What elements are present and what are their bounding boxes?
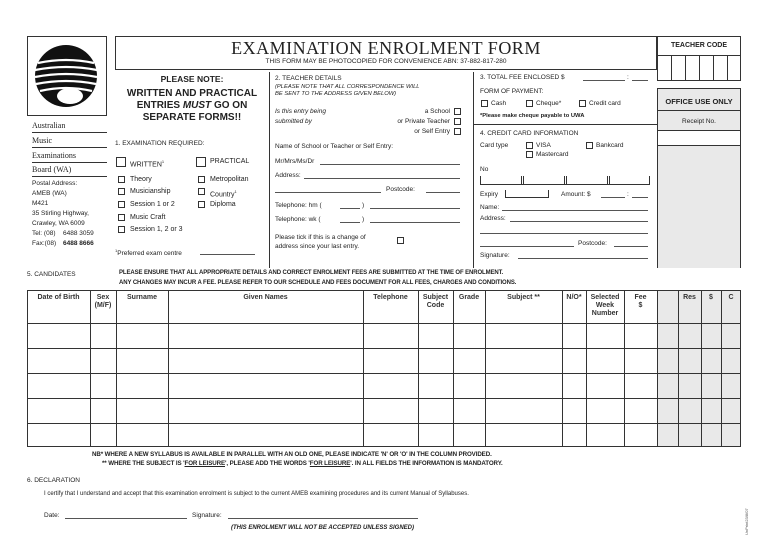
- table-cell[interactable]: [364, 424, 418, 447]
- col-grade: Grade: [458, 294, 480, 301]
- signature-label: Signature:: [192, 512, 222, 519]
- logo-text-australian: Australian: [32, 121, 66, 130]
- date-label: Date:: [44, 512, 60, 519]
- col-selected-week: Selected Week Number: [590, 294, 620, 317]
- teacher-code-label: TEACHER CODE: [670, 42, 727, 49]
- table-cell[interactable]: [587, 324, 624, 348]
- card-address-field-3[interactable]: [480, 246, 574, 247]
- theory-checkbox[interactable]: [118, 176, 125, 183]
- country-checkbox[interactable]: [198, 188, 205, 195]
- table-cell[interactable]: [364, 324, 418, 348]
- table-cell[interactable]: [117, 399, 168, 423]
- office-use-label: OFFICE USE ONLY: [665, 97, 733, 106]
- address-label: Address:: [275, 172, 301, 179]
- mastercard-label: Mastercard: [536, 151, 569, 158]
- card-name-field[interactable]: [502, 210, 648, 211]
- card-address-label: Address:: [480, 215, 506, 222]
- col-c: C: [728, 294, 734, 301]
- teacher-code-cell[interactable]: [700, 56, 713, 80]
- music-craft-label: Music Craft: [130, 214, 166, 221]
- entry-question: Is this entry being: [275, 108, 326, 115]
- table-cell[interactable]: [28, 324, 90, 348]
- name-label: Name of School or Teacher or Self Entry:: [275, 143, 394, 150]
- metropolitan-checkbox[interactable]: [198, 176, 205, 183]
- table-cell[interactable]: [454, 324, 485, 348]
- bankcard-label: Bankcard: [596, 142, 624, 149]
- note-heading: PLEASE NOTE:: [160, 74, 224, 84]
- receipt-field[interactable]: [658, 131, 740, 145]
- tel-hm-close: ): [362, 202, 365, 209]
- table-cell[interactable]: [454, 399, 485, 423]
- expiry-field[interactable]: [505, 190, 549, 198]
- table-cell[interactable]: [486, 424, 562, 447]
- credit-card-checkbox[interactable]: [579, 100, 586, 107]
- table-cell[interactable]: [625, 374, 657, 398]
- date-field[interactable]: [65, 518, 187, 519]
- table-cell[interactable]: [419, 374, 453, 398]
- fee-dollars-field[interactable]: [583, 80, 625, 81]
- fee-cents-field[interactable]: [632, 80, 648, 81]
- music-craft-checkbox[interactable]: [118, 214, 125, 221]
- country-label: Country$^1$: [210, 189, 237, 199]
- entry-question: submitted by: [275, 118, 312, 125]
- tel-label: Tel: (08): [32, 230, 56, 237]
- table-cell[interactable]: [117, 374, 168, 398]
- mastercard-checkbox[interactable]: [526, 151, 533, 158]
- school-label: a School: [424, 108, 450, 115]
- table-cell[interactable]: [563, 349, 586, 373]
- tel-hm-label: Telephone: hm (: [275, 202, 322, 209]
- table-cell[interactable]: [486, 324, 562, 348]
- candidates-notice: PLEASE ENSURE THAT ALL APPROPRIATE DETAILS AND CORRECT ENROLMENT FEES ARE SUBMITTED AT THE TIME OF ENROLMENT.: [119, 270, 504, 276]
- card-signature-label: Signature:: [480, 252, 510, 259]
- amount-cents-field[interactable]: [632, 197, 648, 198]
- amount-label: Amount: $: [561, 191, 591, 198]
- tel-hm-field[interactable]: [370, 208, 460, 209]
- practical-checkbox[interactable]: [196, 157, 206, 167]
- written-checkbox[interactable]: [116, 157, 126, 167]
- teacher-code-cell[interactable]: [658, 56, 671, 80]
- address-line: M421: [32, 200, 49, 207]
- cheque-note: *Please make cheque payable to UWA: [480, 113, 585, 119]
- table-cell[interactable]: [91, 399, 116, 423]
- table-cell[interactable]: [169, 349, 363, 373]
- candidates-heading: 5. CANDIDATES: [27, 271, 76, 278]
- name-field[interactable]: [320, 164, 460, 165]
- title-label: Mr/Mrs/Ms/Dr: [275, 158, 315, 165]
- table-cell[interactable]: [419, 399, 453, 423]
- address-change-label: address since your last entry.: [275, 243, 360, 250]
- col-res: Res: [683, 294, 696, 301]
- form-title: EXAMINATION ENROLMENT FORM: [231, 38, 541, 58]
- address-field-2[interactable]: [275, 192, 381, 193]
- payment-heading: FORM OF PAYMENT:: [480, 88, 544, 95]
- table-cell[interactable]: [454, 424, 485, 447]
- col-subject-code: Subject Code: [422, 294, 449, 309]
- table-cell[interactable]: [625, 424, 657, 447]
- table-cell[interactable]: [563, 399, 586, 423]
- note-line-1: WRITTEN AND PRACTICAL: [126, 88, 258, 99]
- candidates-notice: ANY CHANGES MAY INCUR A FEE. PLEASE REFER TO OUR SCHEDULE AND FEES DOCUMENT FOR ALL FEES, CHARGES AND CONDITIONS.: [119, 280, 517, 286]
- tel-number: 6488 3059: [63, 230, 94, 237]
- private-teacher-label: or Private Teacher: [397, 118, 450, 125]
- table-cell[interactable]: [419, 349, 453, 373]
- musicianship-checkbox[interactable]: [118, 188, 125, 195]
- address-line: 35 Stirling Highway,: [32, 210, 89, 217]
- form-subtitle: THIS FORM MAY BE PHOTOCOPIED FOR CONVENIENCE ABN: 37-882-817-280: [265, 58, 507, 65]
- session-12-label: Session 1 or 2: [130, 201, 175, 208]
- address-field[interactable]: [304, 178, 460, 179]
- logo-text-board: Board (WA): [32, 165, 72, 174]
- practical-label: PRACTICAL: [210, 158, 250, 165]
- cheque-label: Cheque*: [536, 100, 562, 107]
- card-number-field[interactable]: [480, 176, 650, 185]
- teacher-heading: 2. TEACHER DETAILS: [275, 75, 342, 82]
- fax-label: Fax:(08): [32, 240, 57, 247]
- col-sex: Sex (M/F): [94, 294, 112, 309]
- table-cell[interactable]: [169, 374, 363, 398]
- ameb-logo: [30, 43, 102, 109]
- amount-colon: :: [627, 191, 629, 198]
- musicianship-label: Musicianship: [130, 188, 171, 195]
- session-12-checkbox[interactable]: [118, 201, 125, 208]
- teacher-note: BE SENT TO THE ADDRESS GIVEN BELOW): [275, 91, 397, 97]
- table-cell[interactable]: [28, 424, 90, 447]
- side-code: UnPrint23/8/07: [744, 508, 749, 535]
- table-cell[interactable]: [117, 349, 168, 373]
- col-surname: Surname: [127, 294, 157, 301]
- diploma-label: Diploma: [210, 201, 236, 208]
- table-cell[interactable]: [28, 374, 90, 398]
- preferred-centre-label: $^1$Preferred exam centre: [115, 248, 182, 258]
- table-cell[interactable]: [563, 324, 586, 348]
- col-subject: Subject **: [507, 294, 540, 301]
- cash-label: Cash: [491, 100, 507, 107]
- table-cell[interactable]: [486, 349, 562, 373]
- table-cell[interactable]: [454, 374, 485, 398]
- col-fee: Fee $: [634, 294, 647, 309]
- table-cell[interactable]: [625, 399, 657, 423]
- table-cell[interactable]: [91, 374, 116, 398]
- declaration-text: I certify that I understand and accept that this examination enrolment is subject to the current AMEB examining procedures and its current Manual of Syllabuses.: [44, 491, 469, 497]
- card-address-field[interactable]: [510, 221, 648, 222]
- table-cell[interactable]: [563, 374, 586, 398]
- table-cell[interactable]: [28, 399, 90, 423]
- amount-dollars-field[interactable]: [601, 197, 625, 198]
- table-cell[interactable]: [486, 399, 562, 423]
- card-address-field-2[interactable]: [480, 233, 648, 234]
- col-telephone: Telephone: [373, 294, 408, 301]
- bankcard-checkbox[interactable]: [586, 142, 593, 149]
- receipt-label: Receipt No.: [682, 118, 716, 125]
- logo-text-music: Music: [32, 136, 52, 145]
- tel-wk-field[interactable]: [370, 222, 460, 223]
- metropolitan-label: Metropolitan: [210, 176, 249, 183]
- table-cell[interactable]: [169, 399, 363, 423]
- declaration-warning: (THIS ENROLMENT WILL NOT BE ACCEPTED UNLESS SIGNED): [231, 525, 415, 531]
- session-123-label: Session 1, 2 or 3: [130, 226, 183, 233]
- nb-note: NB* WHERE A NEW SYLLABUS IS AVAILABLE IN PARALLEL WITH AN OLD ONE, PLEASE INDICATE 'N' OR 'O' IN THE COLUMN PROVIDED.: [92, 451, 492, 458]
- table-cell[interactable]: [625, 324, 657, 348]
- table-cell[interactable]: [364, 374, 418, 398]
- card-heading: 4. CREDIT CARD INFORMATION: [480, 130, 579, 137]
- col-new-old: N/O*: [566, 294, 582, 301]
- table-cell[interactable]: [587, 424, 624, 447]
- school-checkbox[interactable]: [454, 108, 461, 115]
- card-name-label: Name:: [480, 204, 500, 211]
- col-dollar: $: [709, 294, 713, 301]
- table-cell[interactable]: [91, 349, 116, 373]
- tel-hm-area[interactable]: [340, 208, 360, 209]
- table-cell[interactable]: [117, 324, 168, 348]
- table-cell[interactable]: [625, 349, 657, 373]
- card-postcode-field[interactable]: [614, 246, 648, 247]
- fee-colon: :: [627, 74, 629, 81]
- private-teacher-checkbox[interactable]: [454, 118, 461, 125]
- address-line: AMEB (WA): [32, 190, 67, 197]
- diploma-checkbox[interactable]: [198, 201, 205, 208]
- table-cell[interactable]: [364, 349, 418, 373]
- table-cell[interactable]: [419, 324, 453, 348]
- table-cell[interactable]: [454, 349, 485, 373]
- postcode-label: Postcode:: [386, 186, 415, 193]
- table-cell[interactable]: [587, 399, 624, 423]
- tel-wk-close: ): [362, 216, 365, 223]
- table-cell[interactable]: [169, 424, 363, 447]
- nb-note: ** WHERE THE SUBJECT IS 'FOR LEISURE', PLEASE ADD THE WORDS 'FOR LEISURE'. IN ALL FIELDS THE INFORMATION IS MANDATORY.: [102, 460, 503, 467]
- visa-label: VISA: [536, 142, 551, 149]
- table-cell[interactable]: [587, 374, 624, 398]
- tel-wk-area[interactable]: [340, 222, 360, 223]
- logo-text-examinations: Examinations: [32, 151, 76, 160]
- table-cell[interactable]: [486, 374, 562, 398]
- address-line: Postal Address:: [32, 180, 78, 187]
- table-cell[interactable]: [364, 399, 418, 423]
- self-entry-checkbox[interactable]: [454, 128, 461, 135]
- expiry-label: Expiry: [480, 191, 499, 198]
- note-line-2: ENTRIES MUST GO ON: [136, 100, 248, 111]
- card-number-label: No: [480, 166, 489, 173]
- self-entry-label: or Self Entry: [414, 128, 450, 135]
- table-cell[interactable]: [169, 324, 363, 348]
- postcode-field[interactable]: [426, 192, 460, 193]
- address-change-checkbox[interactable]: [397, 237, 404, 244]
- declaration-heading: 6. DECLARATION: [27, 477, 80, 484]
- tel-wk-label: Telephone: wk (: [275, 216, 321, 223]
- card-type-label: Card type: [480, 142, 509, 149]
- signature-field[interactable]: [228, 518, 418, 519]
- table-cell[interactable]: [419, 424, 453, 447]
- table-cell[interactable]: [563, 424, 586, 447]
- office-use-panel: [657, 88, 741, 268]
- table-cell[interactable]: [117, 424, 168, 447]
- fax-number: 6488 8666: [63, 240, 94, 247]
- teacher-code-cell[interactable]: [672, 56, 685, 80]
- visa-checkbox[interactable]: [526, 142, 533, 149]
- theory-label: Theory: [130, 176, 152, 183]
- teacher-code-cell[interactable]: [714, 56, 727, 80]
- card-postcode-label: Postcode:: [578, 240, 607, 247]
- table-cell[interactable]: [28, 349, 90, 373]
- table-cell[interactable]: [91, 424, 116, 447]
- col-given-names: Given Names: [243, 294, 288, 301]
- cheque-checkbox[interactable]: [526, 100, 533, 107]
- teacher-code-cell[interactable]: [686, 56, 699, 80]
- written-label: WRITTEN$^1$: [130, 159, 165, 169]
- teacher-code-cell[interactable]: [728, 56, 740, 80]
- session-123-checkbox[interactable]: [118, 226, 125, 233]
- address-line: Crawley, WA 6009: [32, 220, 85, 227]
- cash-checkbox[interactable]: [481, 100, 488, 107]
- preferred-centre-field[interactable]: [200, 254, 255, 255]
- teacher-note: (PLEASE NOTE THAT ALL CORRESPONDENCE WILL: [275, 84, 420, 90]
- credit-card-label: Credit card: [589, 100, 621, 107]
- exam-heading: 1. EXAMINATION REQUIRED:: [115, 140, 205, 147]
- card-signature-field[interactable]: [518, 258, 648, 259]
- fee-heading: 3. TOTAL FEE ENCLOSED $: [480, 74, 565, 81]
- note-line-3: SEPARATE FORMS!!: [142, 112, 242, 123]
- table-cell[interactable]: [91, 324, 116, 348]
- address-change-label: Please tick if this is a change of: [275, 234, 366, 241]
- col-dob: Date of Birth: [37, 294, 80, 301]
- table-cell[interactable]: [587, 349, 624, 373]
